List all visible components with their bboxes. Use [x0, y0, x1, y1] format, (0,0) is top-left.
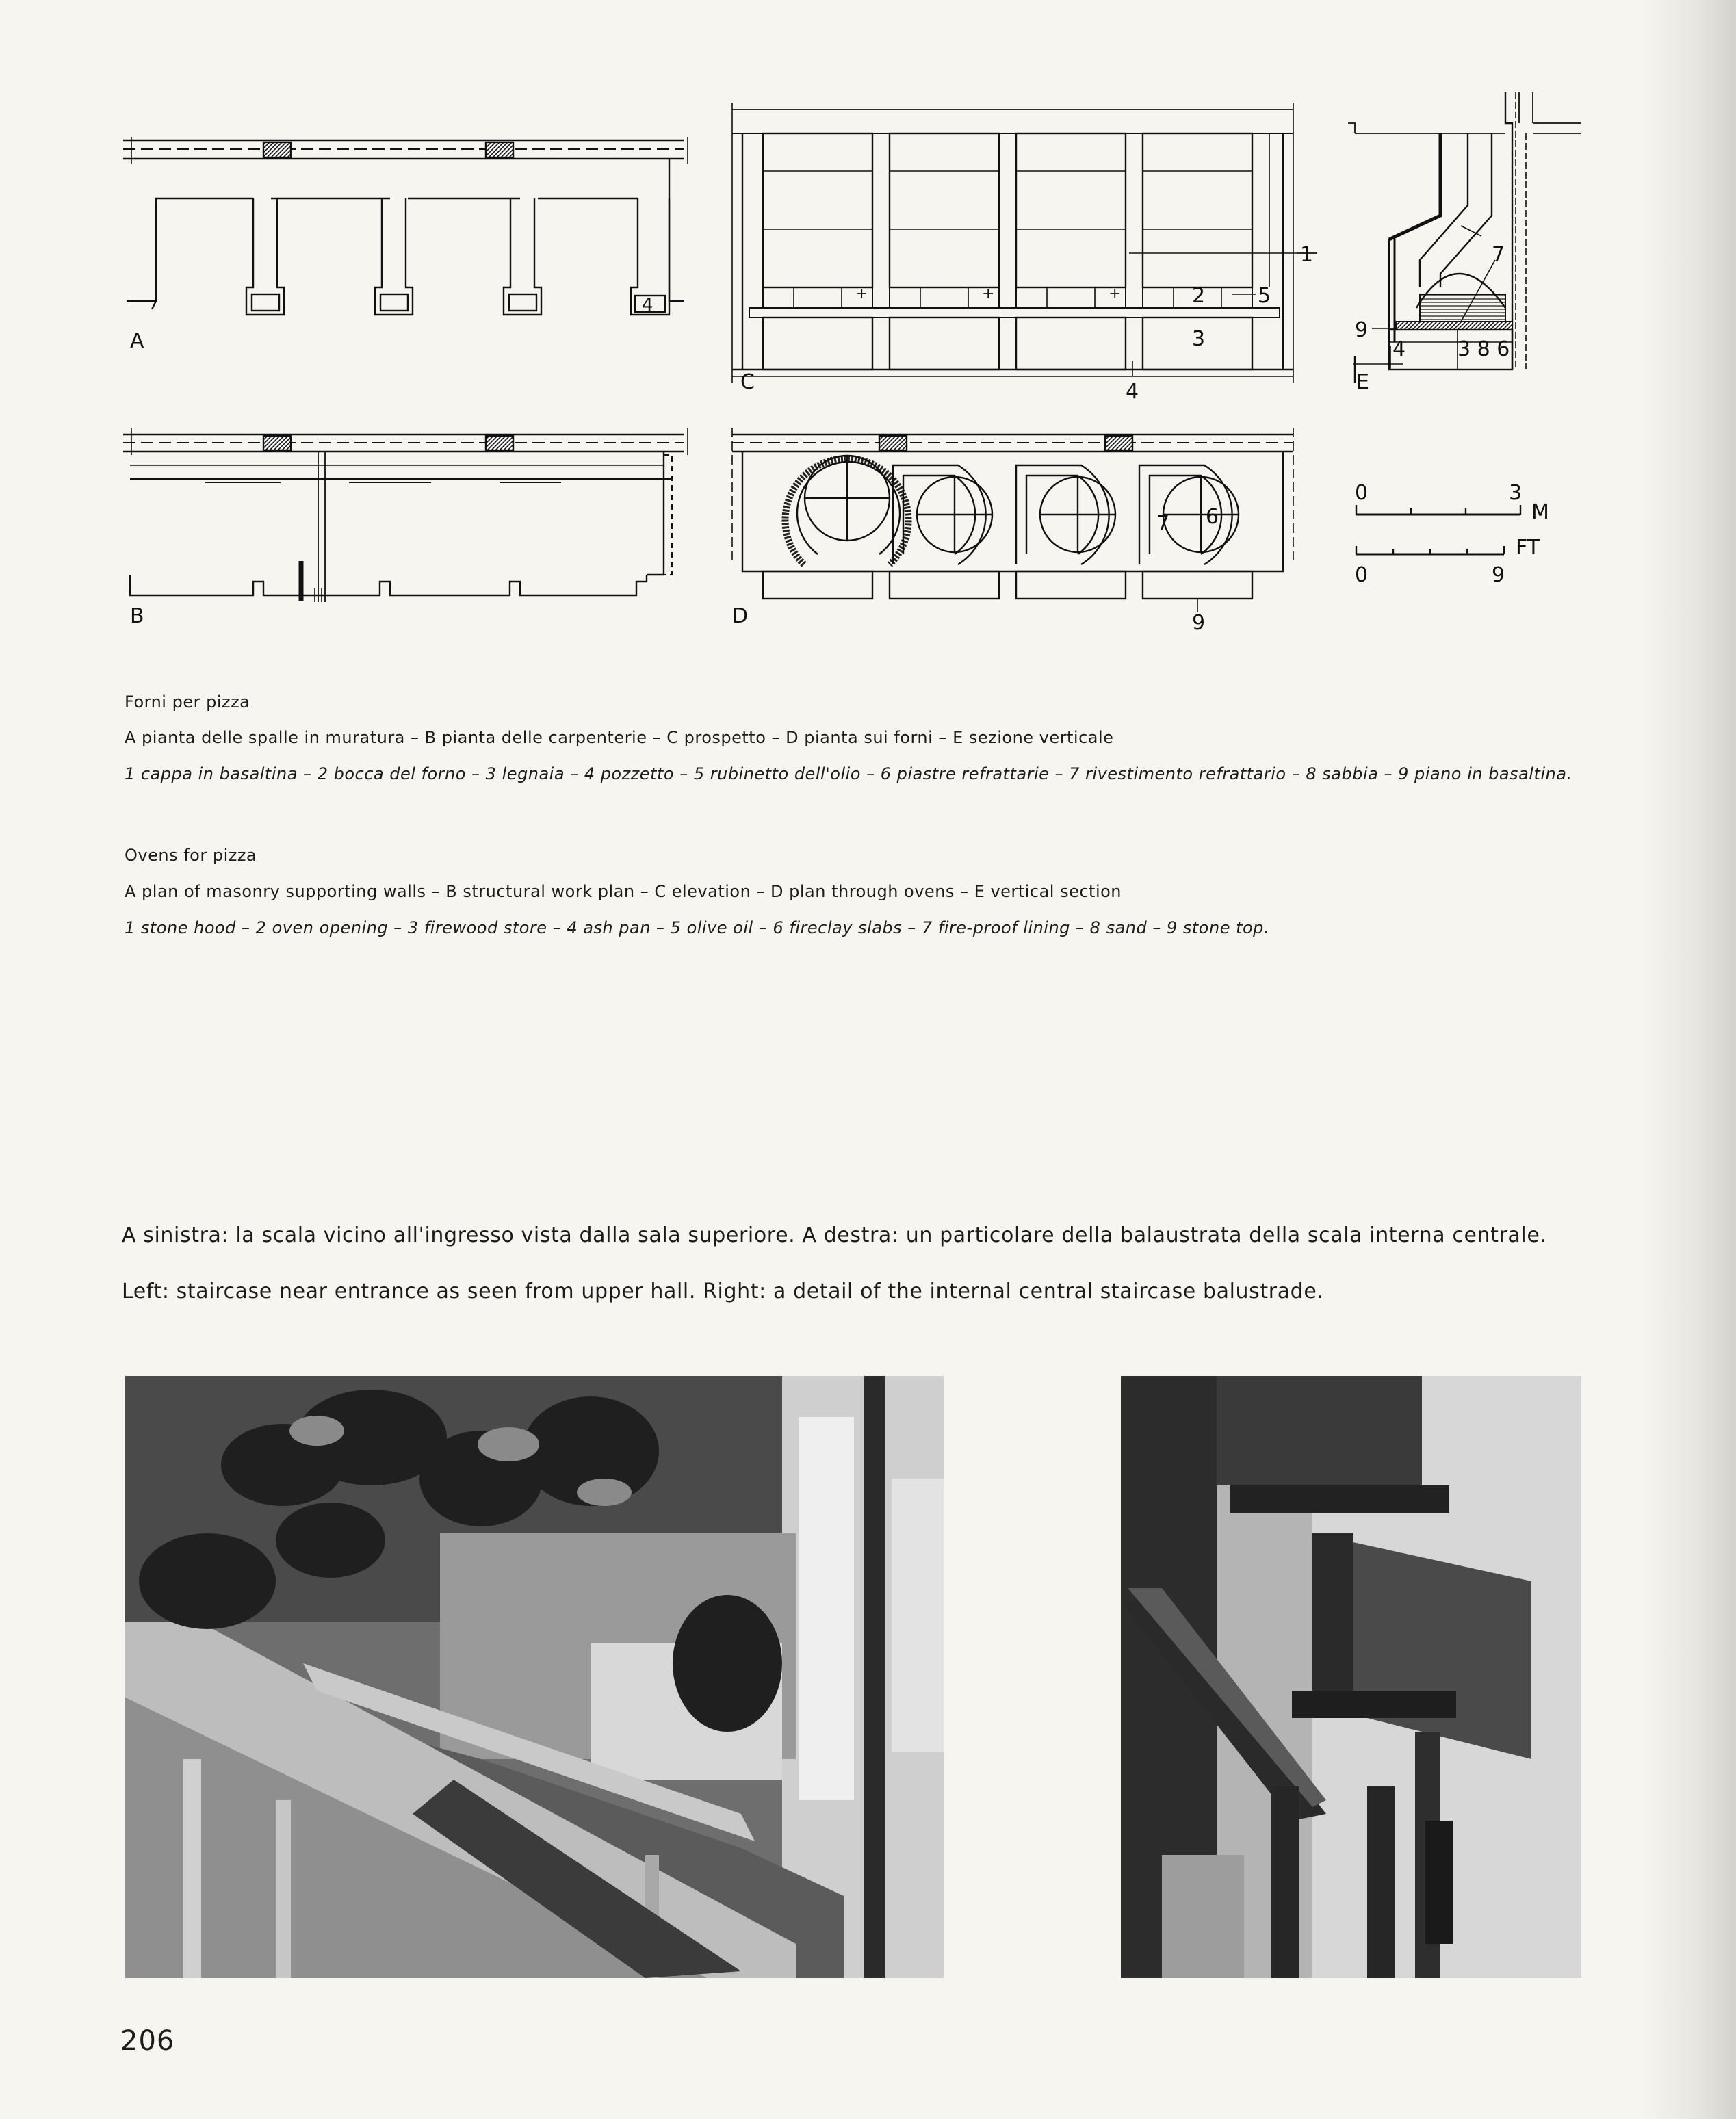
svg-text:3 8 6: 3 8 6 [1458, 337, 1510, 361]
oven-drawings [116, 82, 1608, 643]
drawing-d [732, 428, 1293, 635]
page-number: 206 [120, 2025, 175, 2057]
svg-text:3: 3 [1509, 481, 1523, 505]
photo-caption-english: Left: staircase near entrance as seen from upper hall. Right: a detail of the internal central staircase balustrade. [122, 1279, 1324, 1303]
scale-bars [1355, 481, 1549, 587]
caption-english-title: Ovens for pizza [125, 846, 257, 865]
svg-text:0: 0 [1355, 563, 1369, 587]
svg-text:5: 5 [1258, 284, 1271, 308]
svg-text:+: + [982, 285, 995, 302]
svg-text:3: 3 [1192, 327, 1206, 351]
caption-italian-title: Forni per pizza [125, 692, 250, 712]
caption-english-legend: 1 stone hood – 2 oven opening – 3 firewood store – 4 ash pan – 5 olive oil – 6 fireclay slabs – 7 fire-proof lining – 8 sand – 9 stone top. [125, 918, 1270, 937]
svg-text:+: + [855, 285, 868, 302]
caption-italian-views: A pianta delle spalle in muratura – B pianta delle carpenterie – C prospetto – D pianta sui forni – E sezione verticale [125, 728, 1114, 747]
drawing-a [123, 137, 688, 353]
svg-text:7: 7 [1492, 243, 1505, 267]
svg-text:9: 9 [1192, 611, 1206, 635]
svg-text:4: 4 [1126, 380, 1139, 404]
balustrade-photo [1121, 1376, 1581, 1978]
svg-text:E: E [1356, 370, 1369, 394]
svg-text:B: B [130, 604, 144, 628]
svg-text:4: 4 [642, 295, 653, 315]
svg-text:9: 9 [1492, 563, 1505, 587]
caption-italian-legend: 1 cappa in basaltina – 2 bocca del forno – 3 legnaia – 4 pozzetto – 5 rubinetto dell'olio – 6 piastre refrattarie – 7 rivestimento refrattario – 8 sabbia – 9 piano in basaltina. [125, 764, 1572, 783]
svg-text:C: C [740, 370, 755, 394]
caption-english-views: A plan of masonry supporting walls – B structural work plan – C elevation – D plan through ovens – E vertical section [125, 882, 1122, 901]
svg-text:FT: FT [1516, 536, 1540, 560]
photo-caption-italian: A sinistra: la scala vicino all'ingresso vista dalla sala superiore. A destra: un particolare della balaustrata della scala interna centrale. [122, 1223, 1547, 1247]
svg-text:2: 2 [1192, 284, 1206, 308]
svg-text:4: 4 [1392, 337, 1406, 361]
drawing-b [123, 428, 688, 628]
svg-text:M: M [1531, 500, 1549, 524]
svg-text:9: 9 [1355, 318, 1369, 342]
svg-text:0: 0 [1355, 481, 1369, 505]
svg-text:D: D [732, 604, 749, 628]
staircase-photo [125, 1376, 944, 1978]
svg-text:7: 7 [1156, 512, 1170, 536]
drawing-c [732, 103, 1317, 404]
drawing-e [1348, 92, 1581, 394]
page-edge-shadow [1640, 0, 1736, 2119]
svg-text:A: A [130, 329, 144, 353]
svg-text:+: + [1109, 285, 1122, 302]
svg-text:6: 6 [1206, 505, 1219, 529]
svg-text:1: 1 [1300, 243, 1314, 267]
